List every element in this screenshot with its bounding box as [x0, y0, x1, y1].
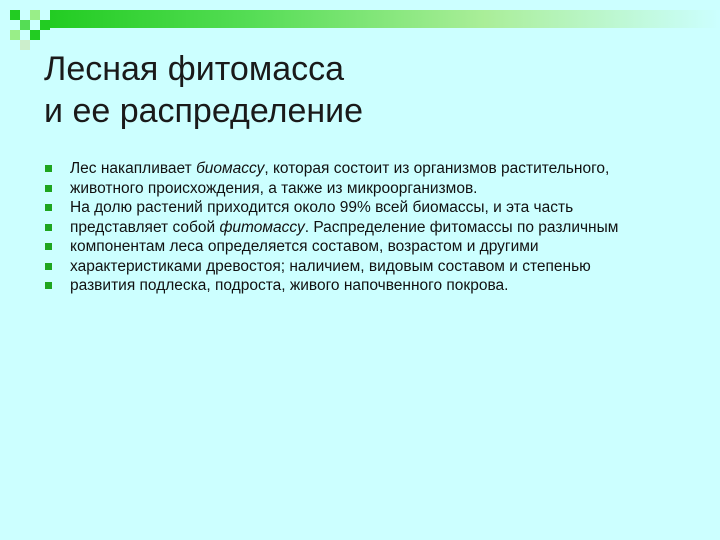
square-bullet-icon — [45, 263, 52, 270]
square-bullet-icon — [45, 204, 52, 211]
header-gradient-bar — [50, 10, 720, 28]
slide-title-line-1: Лесная фитомасса — [44, 50, 345, 88]
slide-title-line-2: и ее распределение — [44, 92, 364, 130]
bullet-emphasis: биомассу — [196, 160, 265, 177]
decor-square — [40, 20, 50, 30]
bullet-text: представляет собой — [70, 218, 220, 236]
bullet-item — [44, 199, 684, 216]
header-decoration — [0, 0, 720, 50]
square-bullet-icon — [45, 185, 52, 192]
square-bullet-icon — [45, 165, 52, 172]
decor-square — [20, 40, 30, 50]
bullet-text: животного происхождения, а также из микроорганизмов. — [70, 179, 478, 197]
decor-square — [30, 10, 40, 20]
bullet-text: , которая состоит из организмов растительного, — [264, 160, 610, 177]
bullet-item — [44, 160, 684, 177]
decor-square — [10, 10, 20, 20]
bullet-text: . Распределение фитомассы по различным — [304, 218, 619, 236]
decor-square — [30, 30, 40, 40]
square-bullet-icon — [45, 243, 52, 250]
bullet-emphasis: фитомассу — [219, 218, 305, 236]
slide-title — [44, 48, 684, 132]
bullet-text: развития подлеска, подроста, живого напочвенного покрова. — [70, 277, 509, 294]
bullet-item — [44, 238, 684, 255]
bullet-text: компонентам леса определяется составом, возрастом и другими — [70, 238, 539, 255]
bullet-item — [44, 180, 684, 197]
bullet-item — [44, 258, 684, 275]
bullet-text: Лес накапливает — [70, 160, 197, 177]
bullet-item — [44, 277, 684, 294]
bullet-text: На долю растений приходится около 99% всей биомассы, и эта часть — [70, 199, 574, 216]
bullet-text: характеристиками древостоя; наличием, видовым составом и степенью — [70, 257, 591, 275]
decor-square — [20, 20, 30, 30]
decor-square — [10, 30, 20, 40]
bullet-list — [44, 160, 684, 297]
square-bullet-icon — [45, 282, 52, 289]
bullet-item — [44, 219, 684, 236]
square-bullet-icon — [45, 224, 52, 231]
